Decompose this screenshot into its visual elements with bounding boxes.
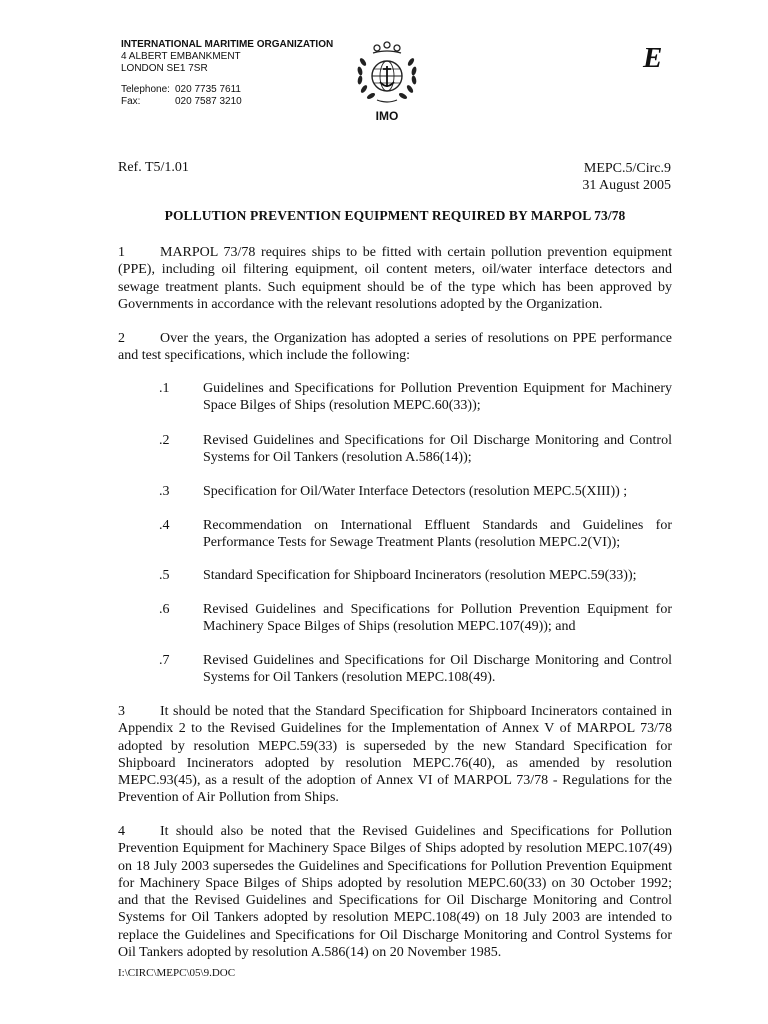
list-item-text: Standard Specification for Shipboard Incinerators (resolution MEPC.59(33)); bbox=[203, 568, 637, 583]
organization-address bbox=[121, 39, 333, 75]
list-item-text: Revised Guidelines and Specifications for Oil Discharge Monitoring and Control Systems for Oil Tankers (resolution MEPC.108(49). bbox=[203, 653, 672, 686]
list-item-number: .1 bbox=[159, 381, 170, 396]
list-item-text: Guidelines and Specifications for Pollution Prevention Equipment for Machinery Space Bilges of Ships (resolution MEPC.60(33)); bbox=[203, 381, 672, 414]
list-item-number: .7 bbox=[159, 653, 170, 668]
list-item-number: .2 bbox=[159, 433, 170, 448]
organization-name: INTERNATIONAL MARITIME ORGANIZATION bbox=[121, 39, 334, 50]
imo-emblem-icon bbox=[353, 40, 421, 106]
document-info bbox=[582, 160, 671, 194]
paragraph-4 bbox=[118, 823, 672, 961]
list-item-text: Recommendation on International Effluent Standards and Guidelines for Performance Tests for Sewage Treatment Plants (resolution MEPC.2(VI)); bbox=[203, 518, 672, 551]
reference-number: Ref. T5/1.01 bbox=[118, 160, 189, 175]
list-item-text: Revised Guidelines and Specifications for Oil Discharge Monitoring and Control Systems for Oil Tankers (resolution A.586(14)); bbox=[203, 433, 672, 466]
paragraph-text: It should also be noted that the Revised Guidelines and Specifications for Pollution Prevention Equipment for Machinery Space Bilges of Ships adopted by resolution MEPC.107(49) on 18 July 2003 supersedes the Guidelines and Specifications for Pollution Prevention Equipment for Machinery Space Bilges of Ships adopted by resolution MEPC.60(33) on 30 October 1992; and that the Revised Guidelines and Specifications for Oil Discharge Monitoring and Control Systems for Oil Tankers adopted by resolution MEPC.108(49) on 18 July 2003 are intended to replace the Guidelines and Specifications for Oil Discharge Monitoring and Control Systems for Oil Tankers adopted by resolution A.586(14) on 20 November 1985. bbox=[118, 824, 672, 961]
list-item bbox=[118, 601, 672, 636]
paragraph-2 bbox=[118, 330, 672, 365]
list-item-text: Specification for Oil/Water Interface Detectors (resolution MEPC.5(XIII)) ; bbox=[203, 484, 628, 499]
list-item bbox=[118, 483, 672, 500]
imo-label: IMO bbox=[375, 109, 399, 123]
contact-info bbox=[121, 84, 242, 108]
list-item bbox=[118, 652, 672, 687]
file-path: I:\CIRC\MEPC\05\9.DOC bbox=[118, 967, 236, 979]
document-title: POLLUTION PREVENTION EQUIPMENT REQUIRED BY MARPOL 73/78 bbox=[164, 208, 626, 223]
list-item bbox=[118, 567, 672, 584]
telephone-value: 020 7735 7611 bbox=[175, 84, 241, 95]
list-item-number: .4 bbox=[159, 518, 170, 533]
list-item-number: .6 bbox=[159, 602, 170, 617]
paragraph-number: 3 bbox=[118, 704, 125, 719]
list-item bbox=[118, 432, 672, 467]
paragraph-text: Over the years, the Organization has adopted a series of resolutions on PPE performance and test specifications, which include the following: bbox=[118, 331, 672, 364]
paragraph-text: MARPOL 73/78 requires ships to be fitted with certain pollution prevention equipment (PPE), including oil filtering equipment, oil content meters, oil/water interface detectors and sewage treatment plants. Such equipment should be of the type which has been approved by Governments in accordance with the relevant resolutions adopted by the Organization. bbox=[118, 245, 672, 312]
language-mark: E bbox=[643, 42, 663, 74]
paragraph-number: 2 bbox=[118, 331, 125, 346]
fax-value: 020 7587 3210 bbox=[175, 96, 242, 107]
paragraph-1 bbox=[118, 244, 672, 313]
list-item-text: Revised Guidelines and Specifications for Pollution Prevention Equipment for Machinery Space Bilges of Ships (resolution MEPC.107(49)); and bbox=[203, 602, 672, 635]
paragraph-number: 4 bbox=[118, 824, 125, 839]
address-line-2: LONDON SE1 7SR bbox=[121, 63, 208, 74]
paragraph-number: 1 bbox=[118, 245, 125, 260]
fax-label: Fax: bbox=[121, 96, 141, 107]
document-symbol: MEPC.5/Circ.9 bbox=[583, 161, 671, 176]
address-line-1: 4 ALBERT EMBANKMENT bbox=[121, 51, 241, 62]
paragraph-text: It should be noted that the Standard Specification for Shipboard Incinerators contained in Appendix 2 to the Revised Guidelines for the Implementation of Annex V of MARPOL 73/78 adopted by resolution MEPC.59(33) is superseded by the new Standard Specification for Shipboard Incinerators adopted by resolution MEPC.76(40), as amended by resolution MEPC.93(45), as a result of the adoption of Annex VI of MARPOL 73/78 - Regulations for the Prevention of Air Pollution from Ships. bbox=[118, 704, 672, 806]
list-item bbox=[118, 380, 672, 415]
telephone-label: Telephone: bbox=[121, 84, 170, 95]
list-item bbox=[118, 517, 672, 552]
document-date: 31 August 2005 bbox=[582, 178, 671, 193]
list-item-number: .5 bbox=[159, 568, 170, 583]
paragraph-3 bbox=[118, 703, 672, 807]
list-item-number: .3 bbox=[159, 484, 170, 499]
